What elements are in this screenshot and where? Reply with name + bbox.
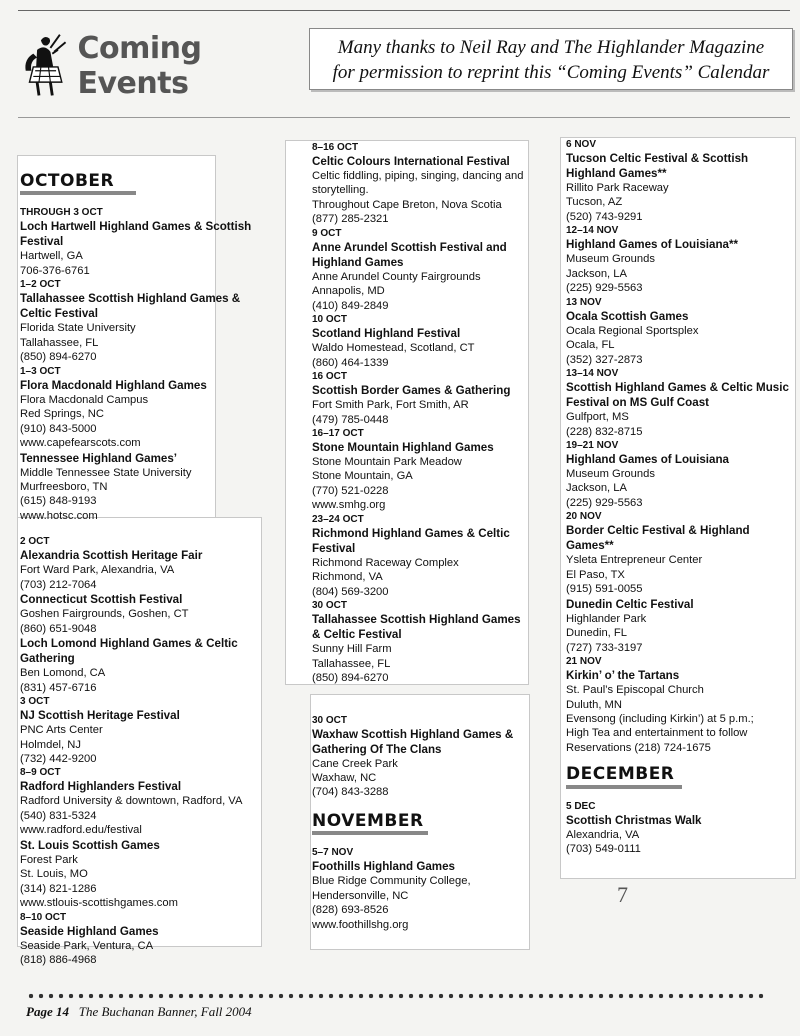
event-detail: Middle Tennessee State University xyxy=(20,466,192,479)
event-name: Flora Macdonald Highland Games xyxy=(20,378,207,392)
event-name: Tucson Celtic Festival & Scottish Highland Games** xyxy=(566,152,749,180)
event-website-link[interactable]: www.foothillshg.org xyxy=(312,918,409,931)
event-detail: Annapolis, MD xyxy=(312,285,385,298)
event-item xyxy=(20,695,260,766)
heading-rule xyxy=(566,785,682,789)
event-item xyxy=(20,766,260,837)
event-detail: (850) 894-6270 xyxy=(312,672,389,685)
event-item xyxy=(566,439,794,510)
event-detail: (727) 733-3197 xyxy=(566,641,643,654)
event-name: NJ Scottish Heritage Festival xyxy=(20,709,180,723)
event-list xyxy=(566,138,794,755)
month-heading-december: DECEMBER xyxy=(566,767,794,793)
event-name: Loch Lomond Highland Games & Celtic Gathering xyxy=(20,637,238,666)
event-name: Richmond Highland Games & Celtic Festival xyxy=(312,526,510,555)
event-item xyxy=(566,138,794,224)
event-detail: Stone Mountain Park Meadow xyxy=(312,455,462,468)
event-detail: Sunny Hill Farm xyxy=(312,643,392,656)
event-item xyxy=(566,597,794,655)
event-detail: Rillito Park Raceway xyxy=(566,182,669,194)
event-detail: (703) 549-0111 xyxy=(566,843,641,856)
credit-box xyxy=(309,28,793,90)
event-name: Waxhaw Scottish Highland Games & Gathering Of The Clans xyxy=(312,727,514,756)
heading-rule xyxy=(20,191,136,195)
event-name: Loch Hartwell Highland Games & Scottish Festival xyxy=(20,220,252,249)
event-item xyxy=(312,427,532,513)
event-name: Scottish Border Games & Gathering xyxy=(312,384,511,398)
event-website-link[interactable]: www.smhg.org xyxy=(312,499,386,512)
event-detail: (225) 929-5563 xyxy=(566,496,643,509)
event-detail: Blue Ridge Community College, xyxy=(312,875,471,888)
event-detail: Richmond Raceway Complex xyxy=(312,556,459,569)
event-date: 5–7 NOV xyxy=(312,847,354,859)
event-detail: Fort Smith Park, Fort Smith, AR xyxy=(312,399,469,412)
event-detail: Duluth, MN xyxy=(566,698,622,711)
page-title: Coming Events xyxy=(77,31,202,101)
event-detail: (479) 785-0448 xyxy=(312,413,389,426)
event-detail: (352) 327-2873 xyxy=(566,353,643,366)
event-list xyxy=(312,141,532,686)
event-detail: (703) 212-7064 xyxy=(20,578,97,591)
event-detail: (615) 848-9193 xyxy=(20,495,97,508)
event-date: 16–17 OCT xyxy=(312,427,364,439)
event-name: St. Louis Scottish Games xyxy=(20,838,160,852)
event-detail: 706-376-6761 xyxy=(20,264,90,277)
event-item xyxy=(312,313,532,370)
event-website-link[interactable]: www.stlouis-scottishgames.com xyxy=(20,897,178,910)
event-detail: Alexandria, VA xyxy=(566,828,640,841)
page-header xyxy=(20,26,310,106)
event-date: 9 OCT xyxy=(312,227,342,239)
page-number: Page 14 xyxy=(26,1004,69,1019)
event-detail: PNC Arts Center xyxy=(20,724,103,737)
event-item xyxy=(312,370,532,427)
event-detail: Tallahassee, FL xyxy=(312,657,391,670)
event-name: Border Celtic Festival & Highland Games** xyxy=(566,524,750,553)
column-3 xyxy=(566,138,794,857)
credit-line-1: Many thanks to Neil Ray and The Highlander Magazine xyxy=(337,37,765,58)
event-item xyxy=(20,838,260,911)
event-website-link[interactable]: www.capefearscots.com xyxy=(20,437,141,450)
event-detail: (910) 843-5000 xyxy=(20,422,97,435)
event-name: Ocala Scottish Games xyxy=(566,309,689,323)
event-detail: Seaside Park, Ventura, CA xyxy=(20,939,154,952)
event-item xyxy=(20,365,260,451)
event-detail: (225) 929-5563 xyxy=(566,282,643,295)
event-detail: Goshen Fairgrounds, Goshen, CT xyxy=(20,608,189,621)
event-detail: Cane Creek Park xyxy=(312,757,398,770)
event-detail: (831) 457-6716 xyxy=(20,681,97,694)
event-detail: (704) 843-3288 xyxy=(312,786,389,799)
event-date: 30 OCT xyxy=(312,714,348,726)
event-item xyxy=(312,227,532,313)
event-name: Scottish Christmas Walk xyxy=(566,813,702,827)
event-item xyxy=(566,296,794,367)
event-name: Celtic Colours International Festival xyxy=(312,155,510,168)
event-detail: (804) 569-3200 xyxy=(312,585,389,598)
event-detail: Flora Macdonald Campus xyxy=(20,393,149,406)
event-name: Highland Games of Louisiana** xyxy=(566,238,739,252)
event-name: Foothills Highland Games xyxy=(312,860,456,874)
event-detail: Ben Lomond, CA xyxy=(20,667,106,680)
event-detail: Anne Arundel County Fairgrounds xyxy=(312,270,481,283)
event-list xyxy=(20,535,260,967)
month-heading-november: NOVEMBER xyxy=(312,814,532,840)
event-detail: (860) 651-9048 xyxy=(20,622,97,635)
event-detail: Throughout Cape Breton, Nova Scotia xyxy=(312,198,502,211)
event-item xyxy=(566,510,794,596)
bagpiper-icon xyxy=(20,31,67,101)
heading-rule xyxy=(312,831,428,835)
event-detail: (850) 894-6270 xyxy=(20,351,97,364)
event-item xyxy=(566,800,794,857)
event-date: 23–24 OCT xyxy=(312,513,364,525)
event-detail: Highlander Park xyxy=(566,612,647,625)
event-detail: (828) 693-8526 xyxy=(312,904,389,917)
event-date: 8–9 OCT xyxy=(20,767,61,779)
event-item xyxy=(312,599,532,685)
event-item xyxy=(20,911,260,968)
event-detail: St. Louis, MO xyxy=(20,868,88,881)
event-detail: Reservations (218) 724-1675 xyxy=(566,741,711,754)
event-item xyxy=(20,278,260,364)
event-date: 30 OCT xyxy=(312,600,348,612)
event-detail: Gulfport, MS xyxy=(566,411,629,424)
event-item xyxy=(566,367,794,439)
event-date: 6 NOV xyxy=(566,139,597,150)
event-name: Tallahassee Scottish Highland Games & Celtic Festival xyxy=(312,613,521,642)
event-detail: High Tea and entertainment to follow xyxy=(566,727,748,740)
event-list xyxy=(566,800,794,857)
event-name: Kirkin’ o’ the Tartans xyxy=(566,669,680,683)
credit-line-2: for permission to reprint this “Coming Events” Calendar xyxy=(332,62,770,83)
event-list xyxy=(312,846,532,932)
event-detail: (410) 849-2849 xyxy=(312,299,389,312)
event-item xyxy=(312,513,532,599)
event-detail: storytelling. xyxy=(312,184,369,197)
event-detail: Stone Mountain, GA xyxy=(312,470,413,483)
event-detail: Radford University & downtown, Radford, VA xyxy=(20,795,243,808)
event-date: THROUGH 3 OCT xyxy=(20,207,103,219)
event-item xyxy=(312,141,532,227)
event-detail: Red Springs, NC xyxy=(20,408,104,421)
event-detail: El Paso, TX xyxy=(566,568,625,581)
event-date: 2 OCT xyxy=(20,536,50,548)
event-date: 21 NOV xyxy=(566,656,602,668)
event-name: Scotland Highland Festival xyxy=(312,327,461,341)
event-item xyxy=(20,535,260,592)
event-name: Anne Arundel Scottish Festival and Highland Games xyxy=(312,240,507,269)
event-item xyxy=(566,224,794,295)
event-detail: (732) 442-9200 xyxy=(20,752,97,765)
event-name: Tallahassee Scottish Highland Games & Celtic Festival xyxy=(20,292,241,321)
event-detail: Tucson, AZ xyxy=(566,196,623,209)
event-date: 10 OCT xyxy=(312,314,348,326)
event-detail: Waldo Homestead, Scotland, CT xyxy=(312,342,475,355)
event-date: 13–14 NOV xyxy=(566,368,619,380)
event-item xyxy=(20,592,260,636)
event-detail: Holmdel, NJ xyxy=(20,738,81,751)
event-name: Dunedin Celtic Festival xyxy=(566,597,694,611)
event-detail: Ocala Regional Sportsplex xyxy=(566,324,699,337)
event-name: Stone Mountain Highland Games xyxy=(312,440,494,454)
event-date: 1–2 OCT xyxy=(20,279,61,291)
event-detail: Hendersonville, NC xyxy=(312,889,409,902)
event-list xyxy=(312,714,532,800)
event-detail: Jackson, LA xyxy=(566,267,627,280)
event-date: 8–10 OCT xyxy=(20,911,67,923)
event-date: 19–21 NOV xyxy=(566,439,619,451)
column-1 xyxy=(20,172,260,968)
event-website-link[interactable]: www.radford.edu/festival xyxy=(20,824,142,837)
event-detail: (860) 464-1339 xyxy=(312,356,389,369)
event-detail: (770) 521-0228 xyxy=(312,484,389,497)
month-heading-october: OCTOBER xyxy=(20,174,260,200)
event-item xyxy=(20,451,260,524)
event-detail: Murfreesboro, TN xyxy=(20,480,108,493)
event-detail: Forest Park xyxy=(20,853,78,866)
event-detail: (818) 886-4968 xyxy=(20,954,97,967)
event-item xyxy=(312,846,532,932)
event-detail: (314) 821-1286 xyxy=(20,882,97,895)
event-date: 3 OCT xyxy=(20,696,50,708)
event-detail: Jackson, LA xyxy=(566,482,627,495)
event-name: Seaside Highland Games xyxy=(20,924,159,938)
event-detail: (520) 743-9291 xyxy=(566,210,643,223)
event-detail: Evensong (including Kirkin’) at 5 p.m.; xyxy=(566,712,754,725)
event-name: Connecticut Scottish Festival xyxy=(20,593,183,607)
event-detail: Museum Grounds xyxy=(566,467,655,480)
event-name: Highland Games of Louisiana xyxy=(566,452,729,466)
event-name: Tennessee Highland Games’ xyxy=(20,451,177,465)
event-detail: Richmond, VA xyxy=(312,571,383,584)
event-item xyxy=(566,655,794,755)
event-detail: Florida State University xyxy=(20,322,136,335)
event-detail: (228) 832-8715 xyxy=(566,425,643,438)
event-detail: (877) 285-2321 xyxy=(312,213,389,226)
event-detail: Dunedin, FL xyxy=(566,627,627,640)
event-detail: St. Paul’s Episcopal Church xyxy=(566,684,704,697)
event-item xyxy=(20,206,260,278)
event-date: 16 OCT xyxy=(312,371,348,383)
event-date: 1–3 OCT xyxy=(20,365,61,377)
publication-name: The Buchanan Banner, Fall 2004 xyxy=(78,1004,252,1019)
footer-dot-rule xyxy=(26,992,766,1000)
event-detail: Fort Ward Park, Alexandria, VA xyxy=(20,564,175,577)
event-detail: (915) 591-0055 xyxy=(566,583,643,596)
event-name: Alexandria Scottish Heritage Fair xyxy=(20,549,203,563)
event-name: Radford Highlanders Festival xyxy=(20,780,182,794)
event-detail: Hartwell, GA xyxy=(20,250,83,263)
event-detail: Ocala, FL xyxy=(566,339,615,352)
event-date: 8–16 OCT xyxy=(312,142,359,153)
event-website-link[interactable]: www.hotsc.com xyxy=(20,509,98,522)
event-item xyxy=(20,636,260,695)
page-footer xyxy=(26,1004,252,1020)
event-detail: Tallahassee, FL xyxy=(20,336,99,349)
column-2 xyxy=(312,141,532,932)
event-date: 13 NOV xyxy=(566,296,602,308)
event-item xyxy=(312,714,532,800)
event-detail: Ysleta Entrepreneur Center xyxy=(566,554,703,567)
event-date: 12–14 NOV xyxy=(566,225,619,237)
event-detail: Celtic fiddling, piping, singing, dancing and xyxy=(312,170,524,182)
event-detail: Museum Grounds xyxy=(566,253,655,266)
handwritten-mark: 7 xyxy=(617,882,628,907)
event-detail: (540) 831-5324 xyxy=(20,809,97,822)
event-list xyxy=(20,206,260,523)
event-name: Scottish Highland Games & Celtic Music Festival on MS Gulf Coast xyxy=(566,381,789,410)
event-date: 5 DEC xyxy=(566,800,596,812)
event-detail: Waxhaw, NC xyxy=(312,771,377,784)
event-date: 20 NOV xyxy=(566,511,602,523)
